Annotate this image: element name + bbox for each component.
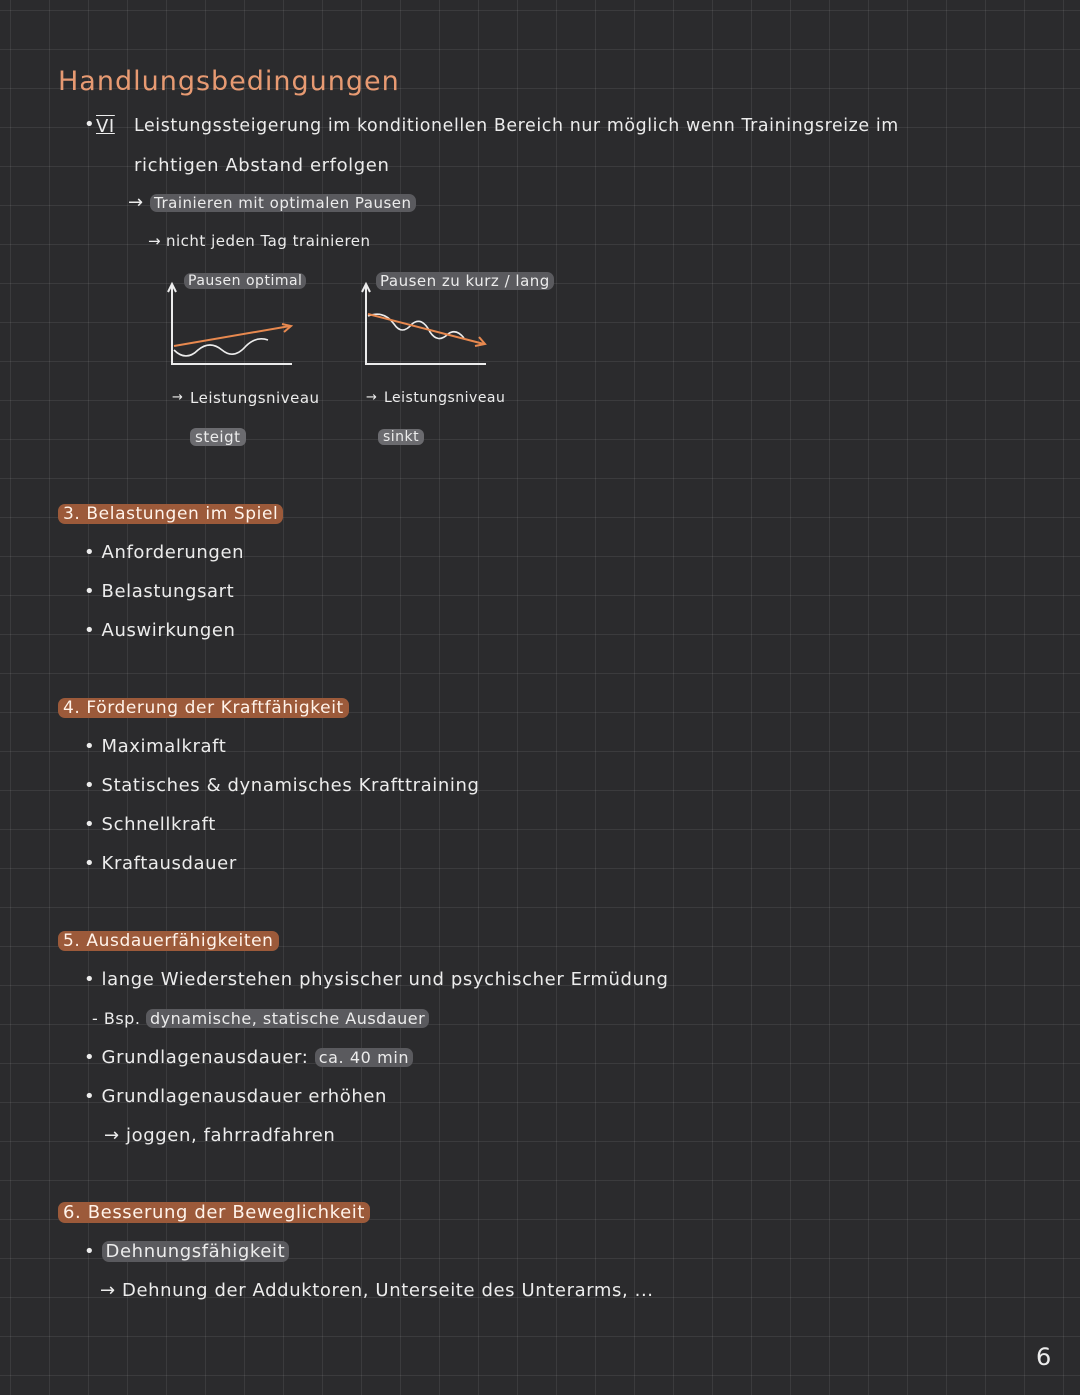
statement-line-1: Leistungssteigerung im konditionellen Bereich nur möglich wenn Trainingsreize im [134,116,899,136]
chart-left-label-text: Pausen optimal [184,273,306,289]
list-item: • Anforderungen [84,542,245,563]
section-3-heading [58,504,283,524]
chart-left-trend [174,326,290,346]
arrow-icon: → [366,390,378,405]
list-item: • Kraftausdauer [84,853,237,874]
list-item: • Schnellkraft [84,814,216,835]
chart-right-trend [368,314,484,344]
list-item-text: Statisches & dynamisches Krafttraining [101,775,480,796]
chart-left-result [190,428,246,446]
list-item: • Statisches & dynamisches Krafttraining [84,775,480,796]
list-item-text: Schnellkraft [101,814,216,835]
list-item-text: Grundlagenausdauer erhöhen [101,1086,388,1107]
arrow-icon: → [128,192,144,213]
chart-left-plot [160,280,300,370]
list-item: • Maximalkraft [84,736,227,757]
statement-line-2: richtigen Abstand erfolgen [134,155,390,176]
chart-left-wave [174,339,268,356]
chart-right-label-text: Pausen zu kurz / lang [376,272,554,290]
list-item-highlight: Dehnungsfähigkeit [102,1241,290,1262]
chart-right-result [378,429,424,445]
sub-item-text: Dehnung der Adduktoren, Unterseite des Unterarms, ... [122,1280,654,1301]
list-item: • Dehnungsfähigkeit [84,1241,289,1262]
section-4-heading [58,698,349,718]
arrow-icon: → [100,1280,116,1301]
sub-item [100,1280,654,1301]
chart-right-plot [354,280,494,370]
highlight-text: Trainieren mit optimalen Pausen [150,194,416,212]
list-item-text: lange Wiederstehen physischer und psychischer Ermüdung [101,969,669,990]
section-6-heading [58,1202,370,1223]
section-3-heading-text: 3. Belastungen im Spiel [58,504,283,524]
chart-left-caption: Leistungsniveau [190,389,320,407]
section-5-heading-text: 5. Ausdauerfähigkeiten [58,931,279,951]
highlight-optimal-pauses [150,194,416,212]
example-prefix: - Bsp. [92,1009,141,1028]
section-5-heading [58,931,279,951]
chart-right-caption: Leistungsniveau [384,390,506,406]
section-4-heading-text: 4. Förderung der Kraftfähigkeit [58,698,349,718]
list-item: • Belastungsart [84,581,235,602]
page-title: Handlungsbedingungen [58,66,400,97]
bullet: • [84,114,96,135]
list-item-text: Kraftausdauer [101,853,237,874]
section-6-heading-text: 6. Besserung der Beweglichkeit [58,1202,370,1223]
chart-left-result-text: steigt [190,428,246,446]
example-highlight: dynamische, statische Ausdauer [146,1009,429,1028]
sub-item [104,1125,335,1146]
list-item: • Grundlagenausdauer erhöhen [84,1086,388,1107]
chart-right-result-text: sinkt [378,429,424,445]
sub-note: nicht jeden Tag trainieren [166,232,371,250]
chart-left-axes [168,284,292,364]
list-item: • Auswirkungen [84,620,236,641]
roman-numeral: VI [96,116,115,137]
arrow-icon: → [172,390,184,405]
list-item-text: Auswirkungen [101,620,236,641]
list-item-text: Belastungsart [101,581,235,602]
list-item-label: Grundlagenausdauer: [101,1047,309,1068]
list-item: • lange Wiederstehen physischer und psychischer Ermüdung [84,969,669,990]
arrow-icon: → [148,232,162,250]
list-item-text: Anforderungen [101,542,245,563]
list-item-text: Maximalkraft [101,736,227,757]
duration-highlight: ca. 40 min [315,1048,413,1067]
arrow-icon: → [104,1125,120,1146]
list-item: • Grundlagenausdauer: ca. 40 min [84,1047,413,1068]
example-line [92,1009,429,1028]
sub-item-text: joggen, fahrradfahren [126,1125,336,1146]
page-number: 6 [1036,1343,1052,1371]
